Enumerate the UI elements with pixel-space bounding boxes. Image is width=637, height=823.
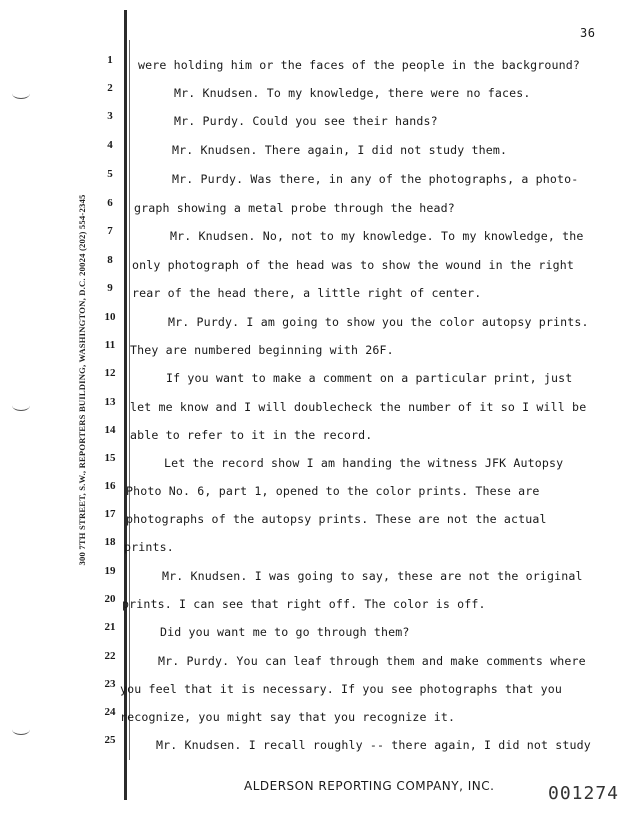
- line-number: 4: [107, 139, 113, 151]
- transcript-line: Mr. Knudsen. To my knowledge, there were no faces.: [174, 86, 531, 100]
- transcript-line: recognize, you might say that you recognize it.: [120, 710, 456, 724]
- transcript-line: photographs of the autopsy prints. These are not the actual: [126, 512, 547, 526]
- punch-hole-mark: [12, 88, 30, 99]
- line-number: 25: [104, 734, 116, 746]
- line-number: 9: [107, 282, 113, 294]
- transcript-line: rear of the head there, a little right of center.: [132, 286, 482, 300]
- line-number: 2: [107, 82, 113, 94]
- line-number: 18: [104, 536, 116, 548]
- footer-company-name: ALDERSON REPORTING COMPANY, INC.: [244, 779, 495, 793]
- line-number: 14: [104, 424, 116, 436]
- line-number: 13: [104, 396, 116, 408]
- line-number: 11: [104, 339, 116, 351]
- transcript-line: Mr. Purdy. I am going to show you the color autopsy prints.: [168, 315, 589, 329]
- line-number: 21: [104, 621, 116, 633]
- transcript-line: were holding him or the faces of the people in the background?: [138, 58, 581, 72]
- transcript-line: you feel that it is necessary. If you see photographs that you: [120, 682, 563, 696]
- line-number: 3: [107, 110, 113, 122]
- transcript-line: only photograph of the head was to show the wound in the right: [132, 258, 575, 272]
- transcript-line: Mr. Knudsen. I recall roughly -- there again, I did not study: [156, 738, 591, 752]
- transcript-line: prints. I can see that right off. The color is off.: [122, 597, 486, 611]
- line-number: 23: [104, 678, 116, 690]
- transcript-line: able to refer to it in the record.: [130, 428, 373, 442]
- line-number: 5: [107, 168, 113, 180]
- page-number: 36: [580, 26, 596, 40]
- transcript-line: prints.: [124, 540, 174, 554]
- punch-hole-mark: [12, 724, 30, 735]
- line-number: 10: [104, 311, 116, 323]
- transcript-line: graph showing a metal probe through the head?: [134, 201, 455, 215]
- line-number: 17: [104, 508, 116, 520]
- transcript-line: If you want to make a comment on a particular print, just: [166, 371, 573, 385]
- transcript-line: Mr. Knudsen. I was going to say, these are not the original: [162, 569, 583, 583]
- transcript-line: Mr. Purdy. Could you see their hands?: [174, 114, 438, 128]
- punch-hole-mark: [12, 400, 30, 411]
- line-number: 15: [104, 452, 116, 464]
- bates-number: 001274: [548, 783, 620, 804]
- transcript-line: Photo No. 6, part 1, opened to the color prints. These are: [126, 484, 540, 498]
- transcript-line: They are numbered beginning with 26F.: [130, 343, 394, 357]
- line-number: 22: [104, 650, 116, 662]
- transcript-line: Did you want me to go through them?: [160, 625, 410, 639]
- line-number: 7: [107, 225, 113, 237]
- transcript-line: Mr. Knudsen. There again, I did not study them.: [172, 143, 508, 157]
- transcript-line: Mr. Purdy. Was there, in any of the photographs, a photo-: [172, 172, 579, 186]
- line-number: 24: [104, 706, 116, 718]
- line-number: 16: [104, 480, 116, 492]
- line-number: 8: [107, 254, 113, 266]
- line-number: 1: [107, 54, 113, 66]
- line-number: 19: [104, 565, 116, 577]
- line-number: 6: [107, 197, 113, 209]
- transcript-line: Let the record show I am handing the witness JFK Autopsy: [164, 456, 564, 470]
- transcript-line: Mr. Knudsen. No, not to my knowledge. To my knowledge, the: [170, 229, 584, 243]
- reporter-address: 300 7TH STREET, S.W., REPORTERS BUILDING, WASHINGTON, D.C. 20024 (202) 554-2345: [77, 194, 87, 566]
- line-number: 12: [104, 367, 116, 379]
- transcript-line: let me know and I will doublecheck the number of it so I will be: [130, 400, 587, 414]
- transcript-line: Mr. Purdy. You can leaf through them and make comments where: [158, 654, 586, 668]
- line-number: 20: [104, 593, 116, 605]
